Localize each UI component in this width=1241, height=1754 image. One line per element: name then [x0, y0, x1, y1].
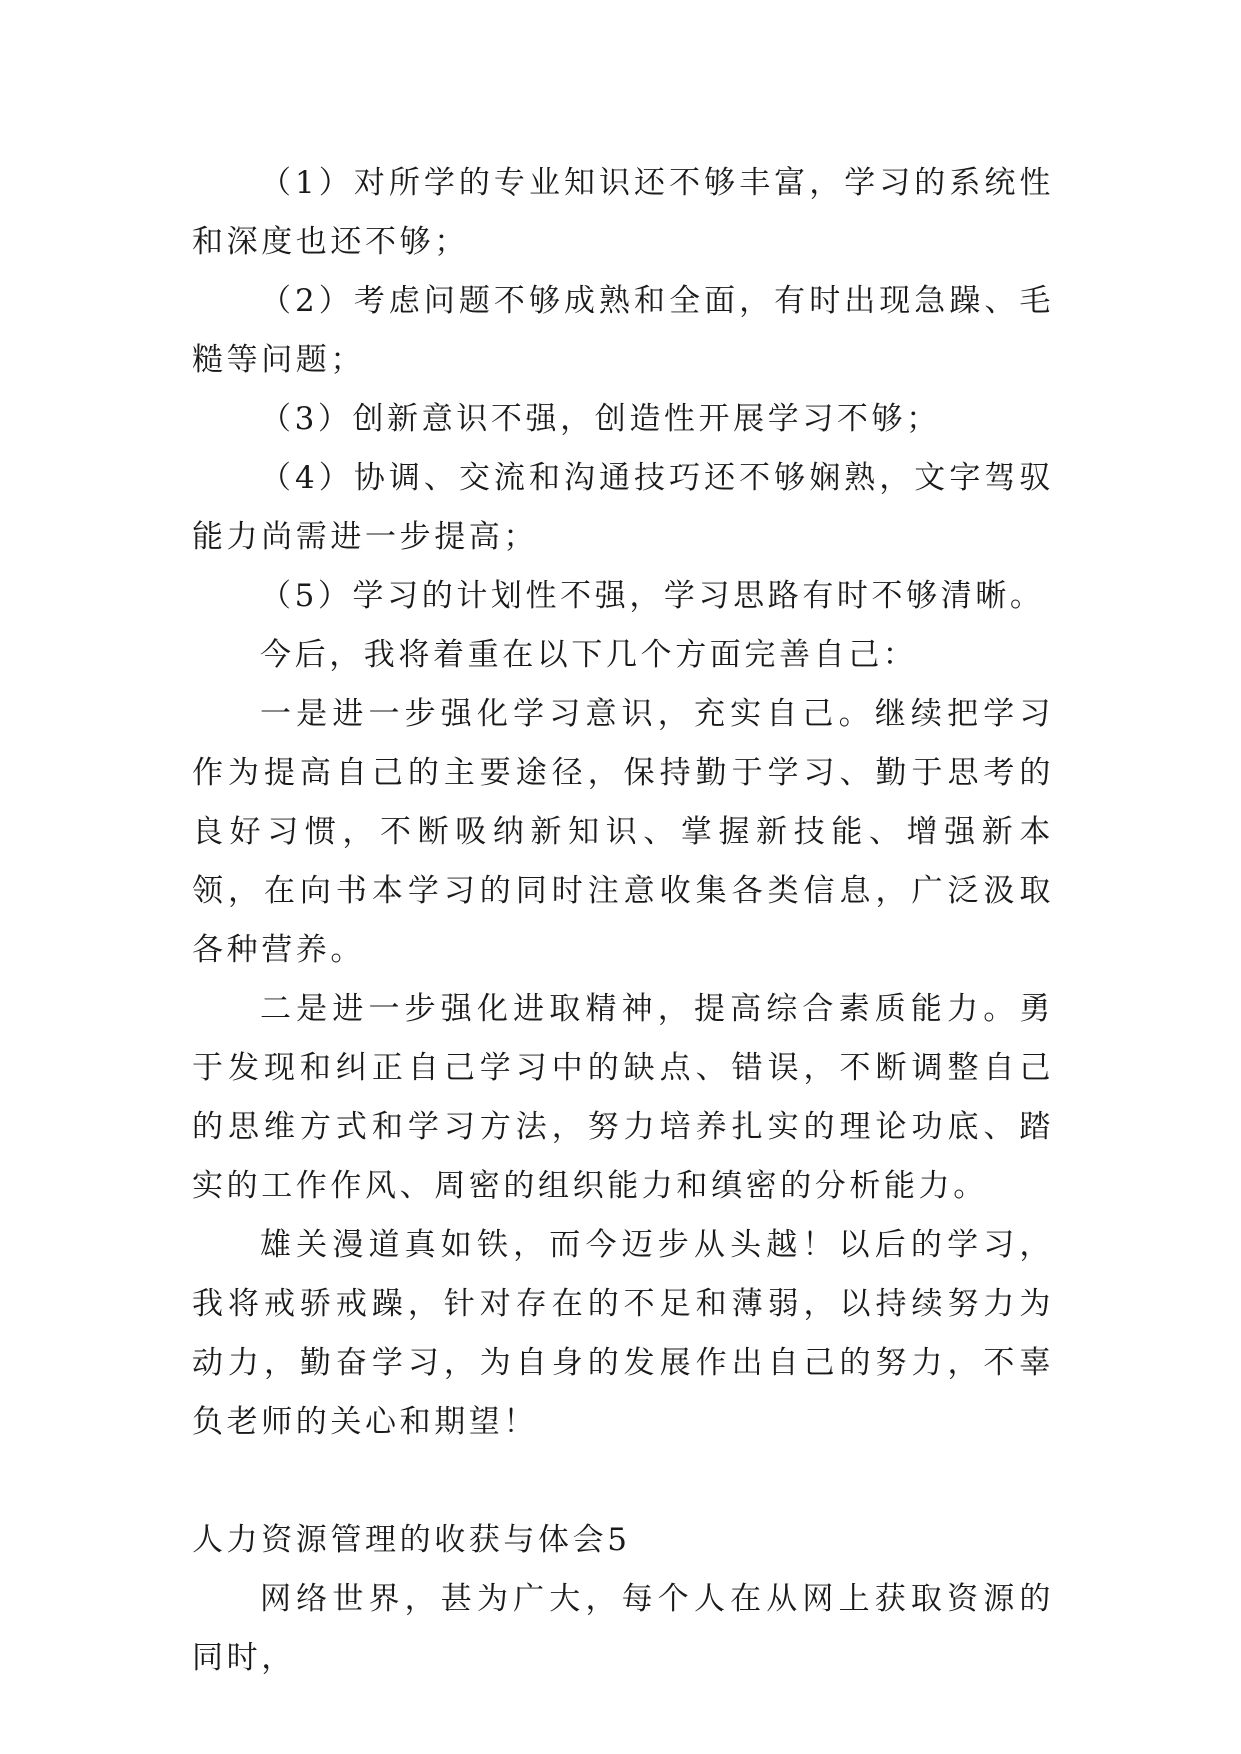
paragraph-shortcoming-3: （3）创新意识不强，创造性开展学习不够；: [260, 401, 941, 437]
paragraph-future-2: 二是进一步强化进取精神，提高综合素质能力。勇于发现和纠正自己学习中的缺点、错误，不断调整自己的思维方式和学习方法，努力培养扎实的理论功底、踏实的工作作风、周密的组织能力和缜密的分析能力。: [192, 991, 1054, 1204]
paragraph-conclusion: 雄关漫道真如铁，而今迈步从头越！以后的学习，我将戒骄戒躁，针对存在的不足和薄弱，以持续努力为动力，勤奋学习，为自身的发展作出自己的努力，不辜负老师的关心和期望！: [192, 1227, 1054, 1440]
document-body: [192, 154, 1054, 1688]
section-heading: 人力资源管理的收获与体会5: [192, 1522, 631, 1558]
paragraph-shortcoming-1: （1）对所学的专业知识还不够丰富，学习的系统性和深度也还不够；: [192, 165, 1054, 260]
paragraph-future-1: 一是进一步强化学习意识，充实自己。继续把学习作为提高自己的主要途径，保持勤于学习、勤于思考的良好习惯，不断吸纳新知识、掌握新技能、增强新本领，在向书本学习的同时注意收集各类信息，广泛汲取各种营养。: [192, 696, 1054, 968]
paragraph-shortcoming-5: （5）学习的计划性不强，学习思路有时不够清晰。: [260, 578, 1045, 614]
section-paragraph-1: 网络世界，甚为广大，每个人在从网上获取资源的同时，: [192, 1581, 1054, 1676]
paragraph-shortcoming-2: （2）考虑问题不够成熟和全面，有时出现急躁、毛糙等问题；: [192, 283, 1054, 378]
paragraph-future-intro: 今后，我将着重在以下几个方面完善自己：: [260, 637, 918, 673]
paragraph-shortcoming-4: （4）协调、交流和沟通技巧还不够娴熟，文字驾驭能力尚需进一步提高；: [192, 460, 1054, 555]
